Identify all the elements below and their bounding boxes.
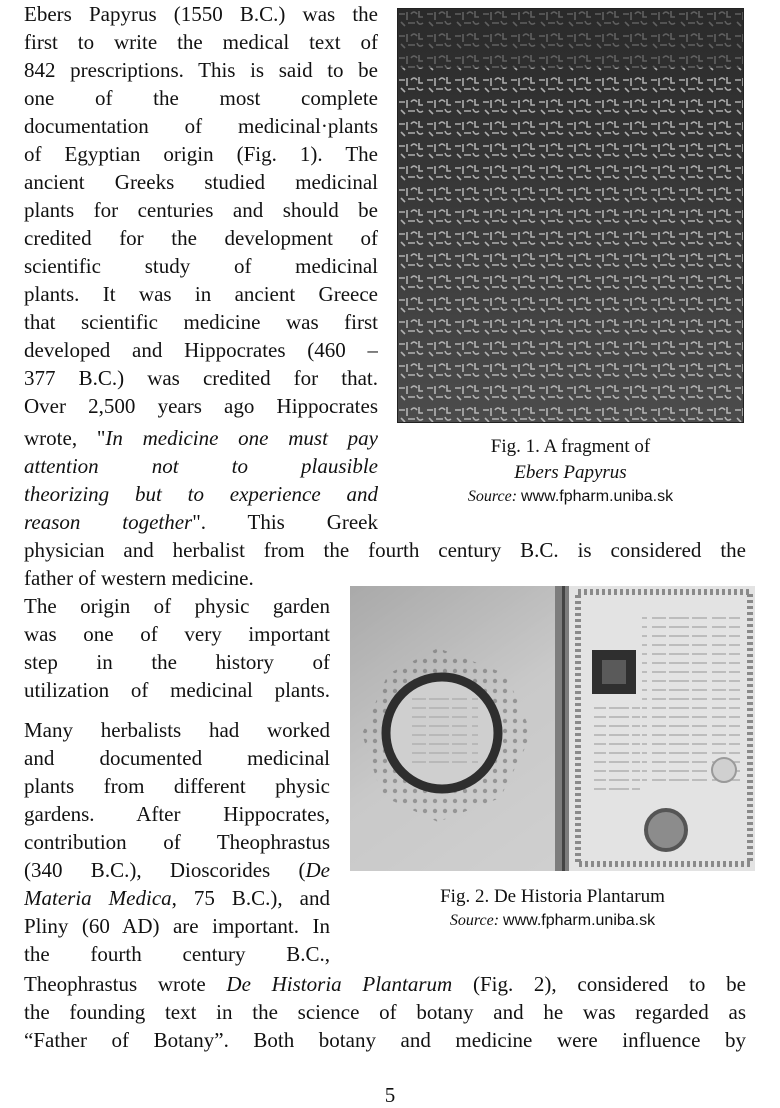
body-line: documentation of medicinal·plants [24, 114, 378, 138]
body-line [24, 884, 330, 912]
body-line: that scientific medicine was first [24, 310, 378, 334]
quote-text: wrote, " [24, 426, 106, 450]
body-line: utilization of medicinal plants. [24, 678, 330, 702]
body-line: Ebers Papyrus (1550 B.C.) was the [24, 2, 378, 26]
figure-1-image [397, 8, 744, 423]
text-run: (Fig. 2), considered to be [452, 972, 746, 996]
body-line: of Egyptian origin (Fig. 1). The [24, 142, 378, 166]
body-line: Pliny (60 AD) are important. In [24, 914, 330, 938]
body-line: 377 B.C.) was credited for that. [24, 366, 378, 390]
quote-text: ". This Greek [192, 510, 378, 534]
quote-line [24, 452, 378, 480]
figure-1-caption-title [397, 460, 744, 485]
quote-line [24, 424, 378, 452]
body-line: plants. It was in ancient Greece [24, 282, 378, 306]
body-line: plants from different physic [24, 774, 330, 798]
text-run: , 75 B.C.), and [171, 886, 330, 910]
manuscript-image [350, 586, 755, 871]
text-run: (340 B.C.), Dioscorides ( [24, 858, 306, 882]
page-number: 5 [384, 1083, 396, 1107]
body-line-full: the founding text in the science of botany and he was regarded as [24, 1000, 746, 1024]
source-url: www.fpharm.uniba.sk [503, 912, 656, 929]
body-line: scientific study of medicinal [24, 254, 378, 278]
quote-italic: theorizing but to experience and [24, 482, 378, 506]
caption-italic: Ebers Papyrus [514, 462, 627, 483]
figure-2-source [350, 908, 755, 933]
body-line [24, 856, 330, 884]
body-line: developed and Hippocrates (460 – [24, 338, 378, 362]
figure-1-source [397, 484, 744, 509]
quote-italic: reason together [24, 510, 193, 534]
quote-italic: attention not to plausible [24, 454, 378, 478]
body-line: first to write the medical text of [24, 30, 378, 54]
body-line: one of the most complete [24, 86, 378, 110]
body-line-full [24, 970, 746, 998]
body-line: credited for the development of [24, 226, 378, 250]
body-line: ancient Greeks studied medicinal [24, 170, 378, 194]
body-line: Many herbalists had worked [24, 718, 330, 742]
text-italic: Materia Medica [24, 886, 172, 910]
body-line: step in the history of [24, 650, 330, 674]
body-line: was one of very important [24, 622, 330, 646]
text-italic: De Historia Plantarum [226, 972, 453, 996]
body-line-full: “Father of Botany”. Both botany and medicine were influence by [24, 1028, 746, 1052]
body-line-full: physician and herbalist from the fourth century B.C. is considered the [24, 538, 746, 562]
text-run: Theophrastus wrote [24, 972, 227, 996]
source-label: Source: [449, 912, 500, 929]
text-italic: De [305, 858, 330, 882]
source-label: Source: [467, 488, 518, 505]
quote-line [24, 480, 378, 508]
figure-1-caption: Fig. 1. A fragment of [490, 436, 651, 457]
body-line: The origin of physic garden [24, 594, 330, 618]
body-line: 842 prescriptions. This is said to be [24, 58, 378, 82]
body-line: plants for centuries and should be [24, 198, 378, 222]
source-url: www.fpharm.uniba.sk [521, 488, 674, 505]
body-line: Over 2,500 years ago Hippocrates [24, 394, 378, 418]
body-line: contribution of Theophrastus [24, 830, 330, 854]
quote-line [24, 508, 378, 536]
papyrus-image [397, 8, 744, 423]
figure-2-caption: Fig. 2. De Historia Plantarum [440, 886, 665, 907]
body-line: the fourth century B.C., [24, 942, 330, 966]
quote-italic: In medicine one must pay [105, 426, 378, 450]
body-line: father of western medicine. [24, 566, 254, 590]
body-line: gardens. After Hippocrates, [24, 802, 330, 826]
body-line: and documented medicinal [24, 746, 330, 770]
figure-2-image [350, 586, 755, 871]
